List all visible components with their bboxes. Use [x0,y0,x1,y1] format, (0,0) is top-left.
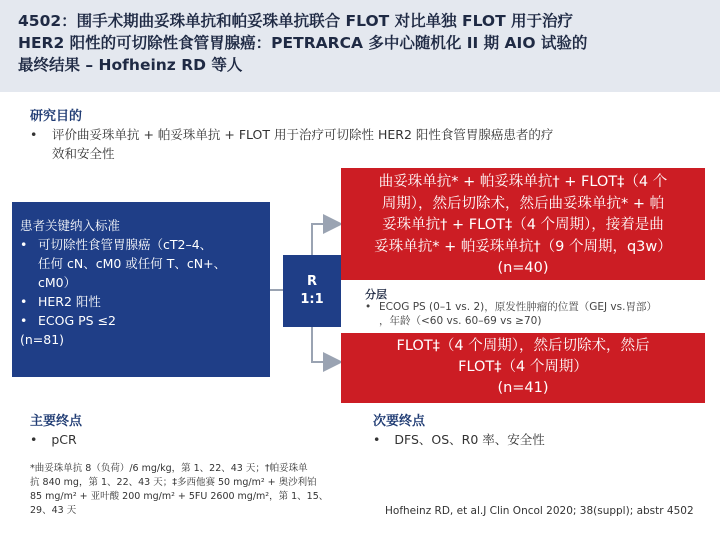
bullet-marker: • [20,313,28,328]
criteria-item-text: 可切除性食管胃腺癌（cT2–4、 任何 cN、cM0 或任何 T、cN+、 cM0） [38,237,227,290]
arrow-to-arm1 [312,224,339,255]
criteria-item [20,235,266,292]
citation: Hofheinz RD, et al.J Clin Oncol 2020; 38(suppl); abstr 4502 [385,505,694,517]
secondary-endpoint-text: DFS、OS、R0 率、安全性 [394,432,545,447]
bullet-marker: • [30,127,38,142]
stratification-text: ECOG PS (0–1 vs. 2)，原发性肿瘤的位置（GEJ vs.胃部） ，年龄（<60 vs. 60–69 vs ≥70) [379,301,657,327]
stratification-heading: 分层 [365,288,387,301]
objective-text: 评价曲妥珠单抗 + 帕妥珠单抗 + FLOT 用于治疗可切除性 HER2 阳性食管胃腺癌患者的疗 效和安全性 [52,127,554,161]
criteria-n: (n=81) [20,332,65,347]
randomization-box [283,255,341,327]
bullet-marker: • [20,294,28,309]
criteria-item [20,292,266,311]
page-title: 4502：围手术期曲妥珠单抗和帕妥珠单抗联合 FLOT 对比单独 FLOT 用于治疗 HER2 阳性的可切除性食管胃腺癌：PETRARCA 多中心随机化 II 期 AIO 试验的 最终结果 – Hofheinz RD 等人 [18,12,588,74]
secondary-endpoint-heading: 次要终点 [373,414,426,429]
arrow-to-arm2 [312,327,339,362]
stratification-bullet [365,300,705,328]
arm1-text: 曲妥珠单抗* + 帕妥珠单抗† + FLOT‡（4 个 周期），然后切除术，然后曲妥珠单抗* + 帕 妥珠单抗† + FLOT‡（4 个周期），接着是曲 妥珠单抗* + 帕妥珠单抗†（9 个周期，q3w） (n=40) [374,174,672,276]
randomization-ratio: 1:1 [300,292,324,307]
randomization-label: R [306,274,317,289]
bullet-marker: • [373,432,381,447]
criteria-heading: 患者关键纳入标准 [20,218,121,233]
primary-endpoint-heading: 主要终点 [30,414,83,429]
inclusion-criteria-box [12,202,270,377]
primary-endpoint-bullet [30,430,77,449]
arm2-box [341,333,705,403]
criteria-item [20,311,266,330]
bullet-marker: • [365,301,372,313]
secondary-endpoint-bullet [373,430,545,449]
dosing-footnote: *曲妥珠单抗 8（负荷）/6 mg/kg，第 1、22、43 天；†帕妥珠单 抗 840 mg，第 1、22、43 天；‡多西他赛 50 mg/m² + 奥沙利铂 85 mg/m² + 亚叶酸 200 mg/m² + 5FU 2600 mg/m²，第 1、15、 29、43 天 [30,463,329,516]
bullet-marker: • [20,237,28,252]
criteria-item-text: ECOG PS ≤2 [38,313,116,328]
arm1-box [341,168,705,280]
criteria-item-text: HER2 阳性 [38,294,101,309]
primary-endpoint-text: pCR [51,432,77,447]
objective-heading: 研究目的 [30,109,83,124]
arm2-text: FLOT‡（4 个周期），然后切除术，然后 FLOT‡（4 个周期） (n=41) [396,338,650,396]
bullet-marker: • [30,432,38,447]
